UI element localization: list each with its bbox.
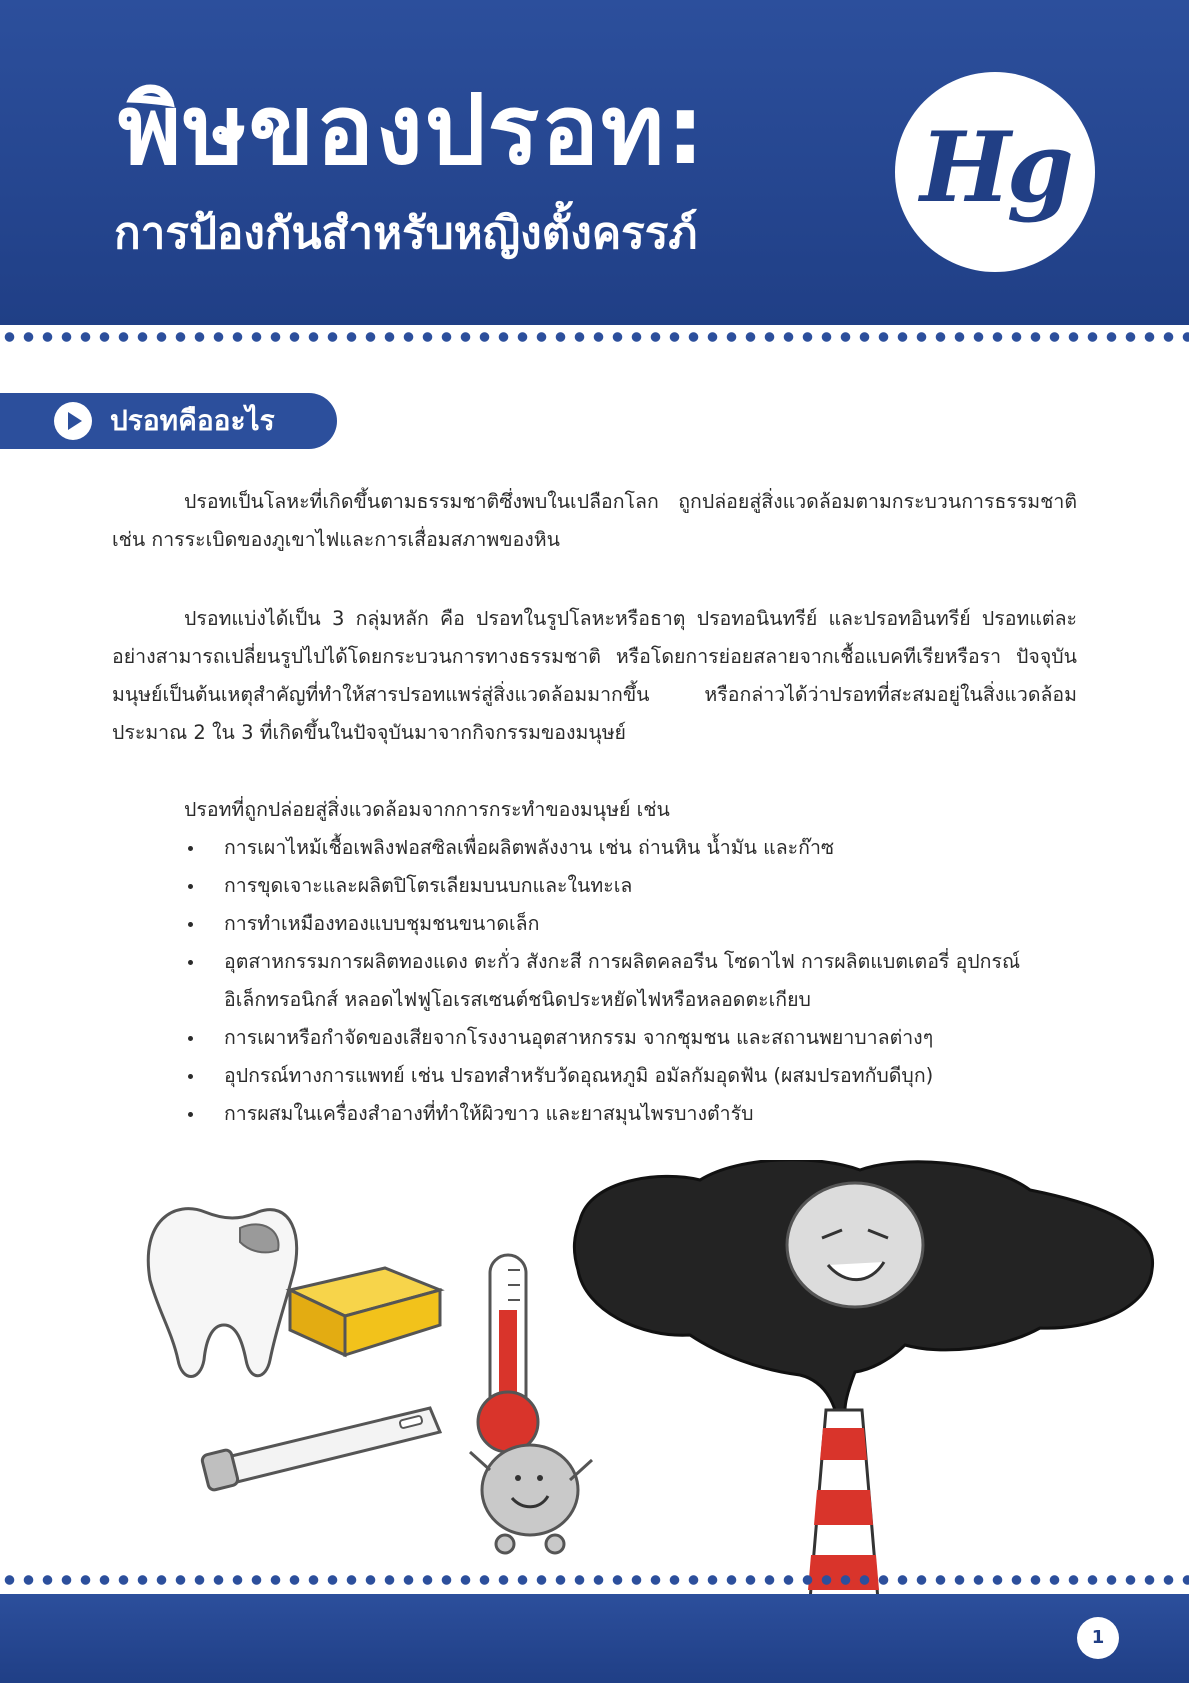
paragraph-1: ปรอทเป็นโลหะที่เกิดขึ้นตามธรรมชาติซึ่งพบในเปลือกโลก ถูกปล่อยสู่สิ่งแวดล้อมตามกระบวนการธรรมชาติ เช่น การระเบิดของภูเขาไฟและการเสื่อมสภาพของหิน [112, 490, 1077, 551]
page-number: 1 [1077, 1617, 1119, 1659]
section-heading-label: ปรอทคืออะไร [110, 404, 275, 437]
dotted-divider-top [0, 330, 1189, 344]
page-subtitle: การป้องกันสำหรับหญิงตั้งครรภ์ [114, 208, 698, 259]
smoke-cloud-icon [574, 1160, 1152, 1410]
thermometer-icon [478, 1255, 538, 1452]
list-item: การเผาหรือกำจัดของเสียจากโรงงานอุตสาหกรรม จากชุมชน และสถานพยาบาลต่างๆ [184, 1019, 1064, 1057]
hg-badge [895, 72, 1095, 272]
dotted-divider-bottom [0, 1573, 1189, 1587]
footer-banner [0, 1594, 1189, 1683]
list-item: การเผาไหม้เชื้อเพลิงฟอสซิลเพื่อผลิตพลังงาน เช่น ถ่านหิน น้ำมัน และก๊าซ [184, 829, 1064, 867]
list-item: การขุดเจาะและผลิตปิโตรเลียมบนบกและในทะเล [184, 867, 1064, 905]
paragraph-2: ปรอทแบ่งได้เป็น 3 กลุ่มหลัก คือ ปรอทในรูปโลหะหรือธาตุ ปรอทอนินทรีย์ และปรอทอินทรีย์ ปรอทแต่ละอย่างสามารถเปลี่ยนรูปไปได้โดยกระบวนการทางธรรมชาติ หรือโดยการย่อยสลายจากเชื้อแบคทีเรียหรือรา ปัจจุบันมนุษย์เป็นต้นเหตุสำคัญที่ทำให้สารปรอทแพร่สู่สิ่งแวดล้อมมากขึ้น หรือกล่าวได้ว่าปรอทที่สะสมอยู่ในสิ่งแวดล้อมประมาณ 2 ใน 3 ที่เกิดขึ้นในปัจจุบันมาจากกิจกรรมของมนุษย์ [112, 607, 1077, 744]
header-banner [0, 0, 1189, 325]
mercury-monster-icon [470, 1445, 592, 1553]
play-circle-icon [54, 402, 92, 440]
list-item: การผสมในเครื่องสำอางที่ทำให้ผิวขาว และยาสมุนไพรบางตำรับ [184, 1095, 1064, 1133]
illustration [0, 1160, 1189, 1600]
gold-bar-icon [290, 1268, 440, 1355]
sources-intro: ปรอทที่ถูกปล่อยสู่สิ่งแวดล้อมจากการกระทำของมนุษย์ เช่น [184, 798, 670, 821]
sources-list [184, 829, 1064, 1133]
fluorescent-lamp-icon [201, 1408, 440, 1491]
list-item: การทำเหมืองทองแบบชุมชนขนาดเล็ก [184, 905, 1064, 943]
hg-badge-text: Hg [920, 110, 1070, 224]
factory-chimney-icon [808, 1410, 879, 1600]
list-item: อุปกรณ์ทางการแพทย์ เช่น ปรอทสำหรับวัดอุณหภูมิ อมัลกัมอุดฟัน (ผสมปรอทกับดีบุก) [184, 1057, 1064, 1095]
section-heading [0, 393, 337, 449]
list-item: อุตสาหกรรมการผลิตทองแดง ตะกั่ว สังกะสี การผลิตคลอรีน โซดาไฟ การผลิตแบตเตอรี่ อุปกรณ์อิเล็กทรอนิกส์ หลอดไฟฟูโอเรสเซนต์ชนิดประหยัดไฟหรือหลอดตะเกียบ [184, 943, 1064, 1019]
tooth-icon [148, 1209, 296, 1377]
page-title: พิษของปรอท: [118, 74, 707, 186]
